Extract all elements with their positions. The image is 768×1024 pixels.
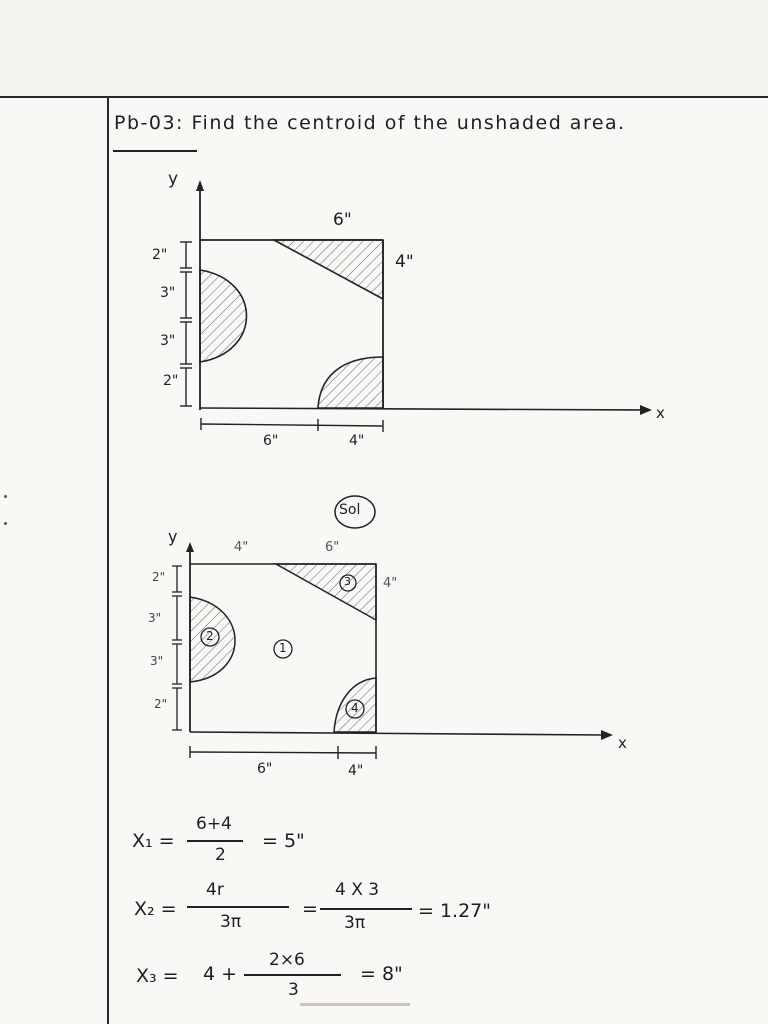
fig1-top-width-label: 6"	[333, 210, 352, 230]
fig2-x-axis	[190, 732, 606, 735]
fig1-right-height-label: 4"	[395, 252, 414, 272]
fig2-bottom-dim-1: 6"	[257, 761, 273, 777]
fig1-left-dim-1: 2"	[152, 247, 168, 263]
fig1-bottom-dim-1: 6"	[263, 433, 279, 449]
fig2-left-dim-4: 2"	[154, 697, 168, 711]
eq1-result: = 5"	[262, 830, 305, 852]
eq3-result: = 8"	[360, 963, 403, 985]
fig2-bottom-dimension-marks	[190, 746, 376, 759]
eq3-prefix: 4 +	[203, 963, 238, 985]
eq3-denominator: 3	[288, 980, 299, 1000]
fig2-top-dim-1: 4"	[234, 540, 249, 555]
eq3-fraction-bar	[244, 974, 341, 976]
fig1-bottom-dim-2: 4"	[349, 433, 365, 449]
eq1-denominator: 2	[215, 845, 226, 865]
region-3-label: 3	[344, 575, 351, 588]
fig2-x-axis-label: x	[618, 734, 627, 752]
eq2-lhs: X₂ =	[134, 898, 177, 920]
problem-title: Pb-03: Find the centroid of the unshaded area.	[114, 112, 626, 134]
region-1-label: 1	[279, 641, 287, 655]
region-4-label: 4	[351, 701, 359, 715]
eq2-numerator: 4r	[206, 880, 224, 900]
fig2-left-dim-1: 2"	[152, 570, 166, 584]
fig2-shaded-triangle	[276, 564, 376, 620]
eq2-denominator: 3π	[220, 912, 242, 932]
fig2-right-height-label: 4"	[383, 576, 398, 591]
eq3-lhs: X₃ =	[136, 965, 179, 987]
eq2-equals: =	[302, 898, 318, 920]
fig1-y-axis-label: y	[168, 169, 179, 189]
fig1-x-axis-label: x	[656, 404, 665, 422]
eq1-numerator: 6+4	[196, 814, 232, 834]
fig1-left-dim-3: 3"	[160, 333, 176, 349]
sol-label: Sol	[339, 502, 361, 518]
eq2-fraction-bar-2	[320, 908, 412, 910]
bottom-edge-smudge	[300, 1003, 410, 1006]
eq2-denominator-2: 3π	[344, 913, 366, 933]
fig2-top-dim-2: 6"	[325, 540, 340, 555]
eq2-fraction-bar	[187, 906, 289, 908]
fig1-left-dim-2: 3"	[160, 285, 176, 301]
eq2-result: = 1.27"	[418, 900, 492, 922]
fig2-y-axis-arrow	[186, 542, 194, 552]
eq1-fraction-bar	[187, 840, 243, 842]
region-2-label: 2	[206, 629, 214, 643]
fig2-y-axis-label: y	[168, 527, 178, 546]
fig1-left-dim-4: 2"	[163, 373, 179, 389]
fig2-bottom-dim-2: 4"	[348, 763, 364, 779]
fig2-x-axis-arrow	[601, 730, 613, 740]
fig2-left-dimension-marks	[172, 566, 182, 730]
fig2-left-dim-3: 3"	[150, 654, 164, 668]
eq2-numerator-2: 4 X 3	[335, 880, 380, 900]
eq1-lhs: X₁ =	[132, 830, 175, 852]
fig2-left-dim-2: 3"	[148, 611, 162, 625]
eq3-numerator: 2×6	[269, 950, 305, 970]
